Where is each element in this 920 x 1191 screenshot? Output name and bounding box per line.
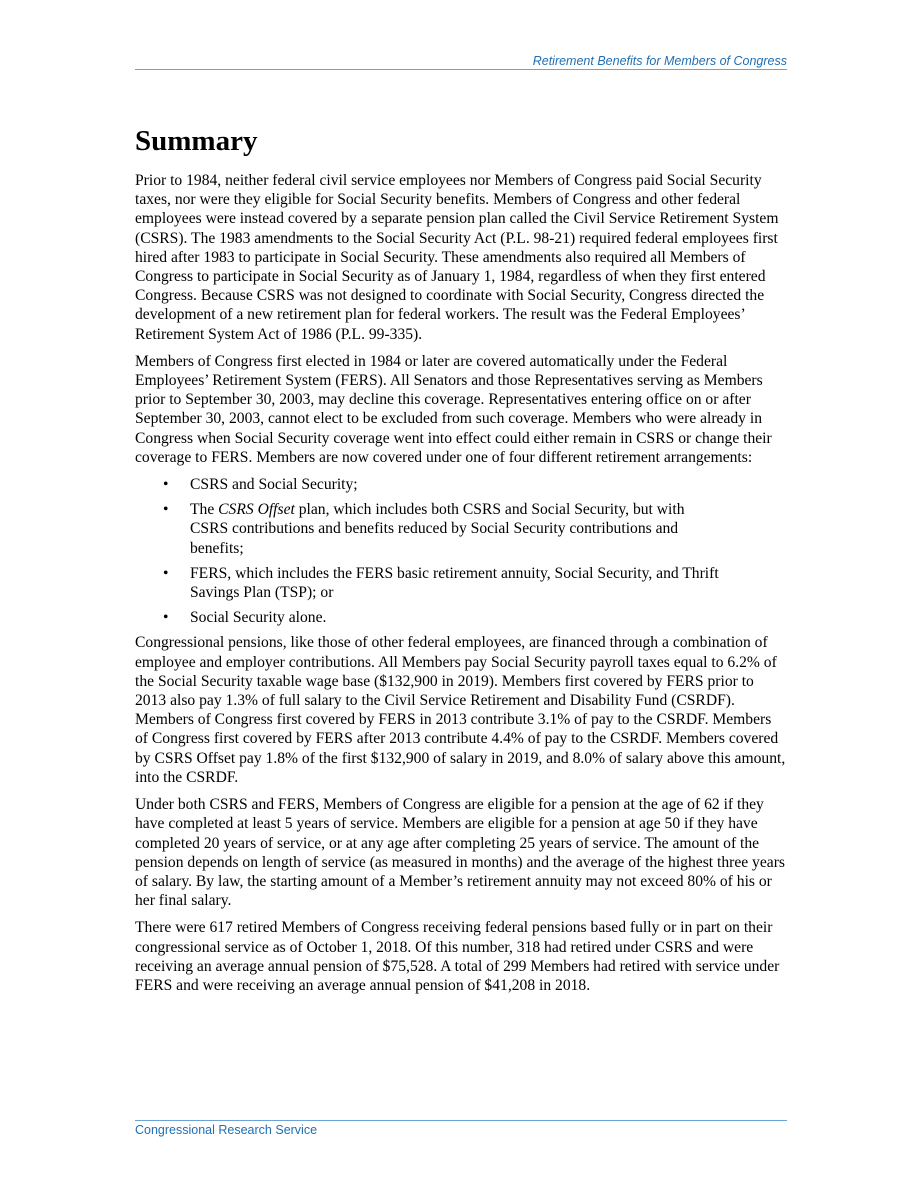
list-item xyxy=(135,475,787,494)
retirement-arrangements-list xyxy=(135,475,787,627)
paragraph-statistics: There were 617 retired Members of Congress receiving federal pensions based fully or in part on their congressional service as of October 1, 2018. Of this number, 318 had retired under CSRS and were receiving an average annual pension of $75,528. A total of 299 Members had retired with service under FERS and were receiving an average annual pension of $41,208 in 2018. xyxy=(135,919,780,994)
paragraph-coverage: Members of Congress first elected in 1984 or later are covered automatically under the Federal Employees’ Retirement System (FERS). All Senators and those Representatives serving as Members prior to September 30, 2003, may decline this coverage. Representatives entering office on or after September 30, 2003, cannot elect to be excluded from such coverage. Members who were already in Congress when Social Security coverage went into effect could either remain in CSRS or change their coverage to FERS. Members are now covered under one of four different retirement arrangements: xyxy=(135,352,772,466)
list-item xyxy=(135,564,787,602)
list-item-emphasis: CSRS Offset xyxy=(218,501,295,519)
list-item xyxy=(135,608,787,627)
paragraph-financing: Congressional pensions, like those of other federal employees, are financed through a combination of employee and employer contributions. All Members pay Social Security payroll taxes equal to 6.2% of the Social Security taxable wage base ($132,900 in 2019). Members first covered by FERS prior to 2013 also pay 1.3% of full salary to the Civil Service Retirement and Disability Fund (CSRDF). Members of Congress first covered by FERS in 2013 contribute 3.1% of pay to the CSRDF. Members of Congress first covered by FERS after 2013 contribute 4.4% of pay to the CSRDF. Members covered by CSRS Offset pay 1.8% of the first $132,900 of salary in 2019, and 8.0% of salary above this amount, into the CSRDF. xyxy=(135,634,786,786)
running-header-title: Retirement Benefits for Members of Congress xyxy=(532,54,787,68)
bullet-icon: • xyxy=(163,564,169,582)
list-item-text: CSRS and Social Security; xyxy=(190,476,358,494)
bullet-icon: • xyxy=(163,501,169,519)
header-divider xyxy=(135,69,787,70)
paragraph-eligibility: Under both CSRS and FERS, Members of Congress are eligible for a pension at the age of 62 if they have completed at least 5 years of service. Members are eligible for a pension at age 50 if they have completed 20 years of service, or at any age after completing 25 years of service. The amount of the pension depends on length of service (as measured in months) and the average of the highest three years of salary. By law, the starting amount of a Member’s retirement annuity may not exceed 80% of his or her final salary. xyxy=(135,796,785,910)
footer-divider xyxy=(135,1120,787,1121)
bullet-icon: • xyxy=(163,609,169,627)
bullet-icon: • xyxy=(163,476,169,494)
running-footer-source: Congressional Research Service xyxy=(135,1123,318,1137)
list-item xyxy=(135,500,787,558)
list-item-text-pre: The xyxy=(190,501,219,519)
list-item-text-post: plan, which includes both CSRS and Social Security, but with CSRS contributions and benefits reduced by Social Security contributions and benefits; xyxy=(190,501,685,557)
list-item-text: FERS, which includes the FERS basic retirement annuity, Social Security, and Thrift Savings Plan (TSP); or xyxy=(190,564,719,602)
main-content xyxy=(135,120,787,1003)
section-heading: Summary xyxy=(135,125,258,157)
list-item-text: Social Security alone. xyxy=(190,609,327,627)
paragraph-history: Prior to 1984, neither federal civil service employees nor Members of Congress paid Social Security taxes, nor were they eligible for Social Security benefits. Members of Congress and other federal employees were instead covered by a separate pension plan called the Civil Service Retirement System (CSRS). The 1983 amendments to the Social Security Act (P.L. 98-21) required federal employees first hired after 1983 to participate in Social Security. These amendments also required all Members of Congress to participate in Social Security as of January 1, 1984, regardless of when they first entered Congress. Because CSRS was not designed to coordinate with Social Security, Congress directed the development of a new retirement plan for federal workers. The result was the Federal Employees’ Retirement System Act of 1986 (P.L. 99-335). xyxy=(135,172,779,343)
